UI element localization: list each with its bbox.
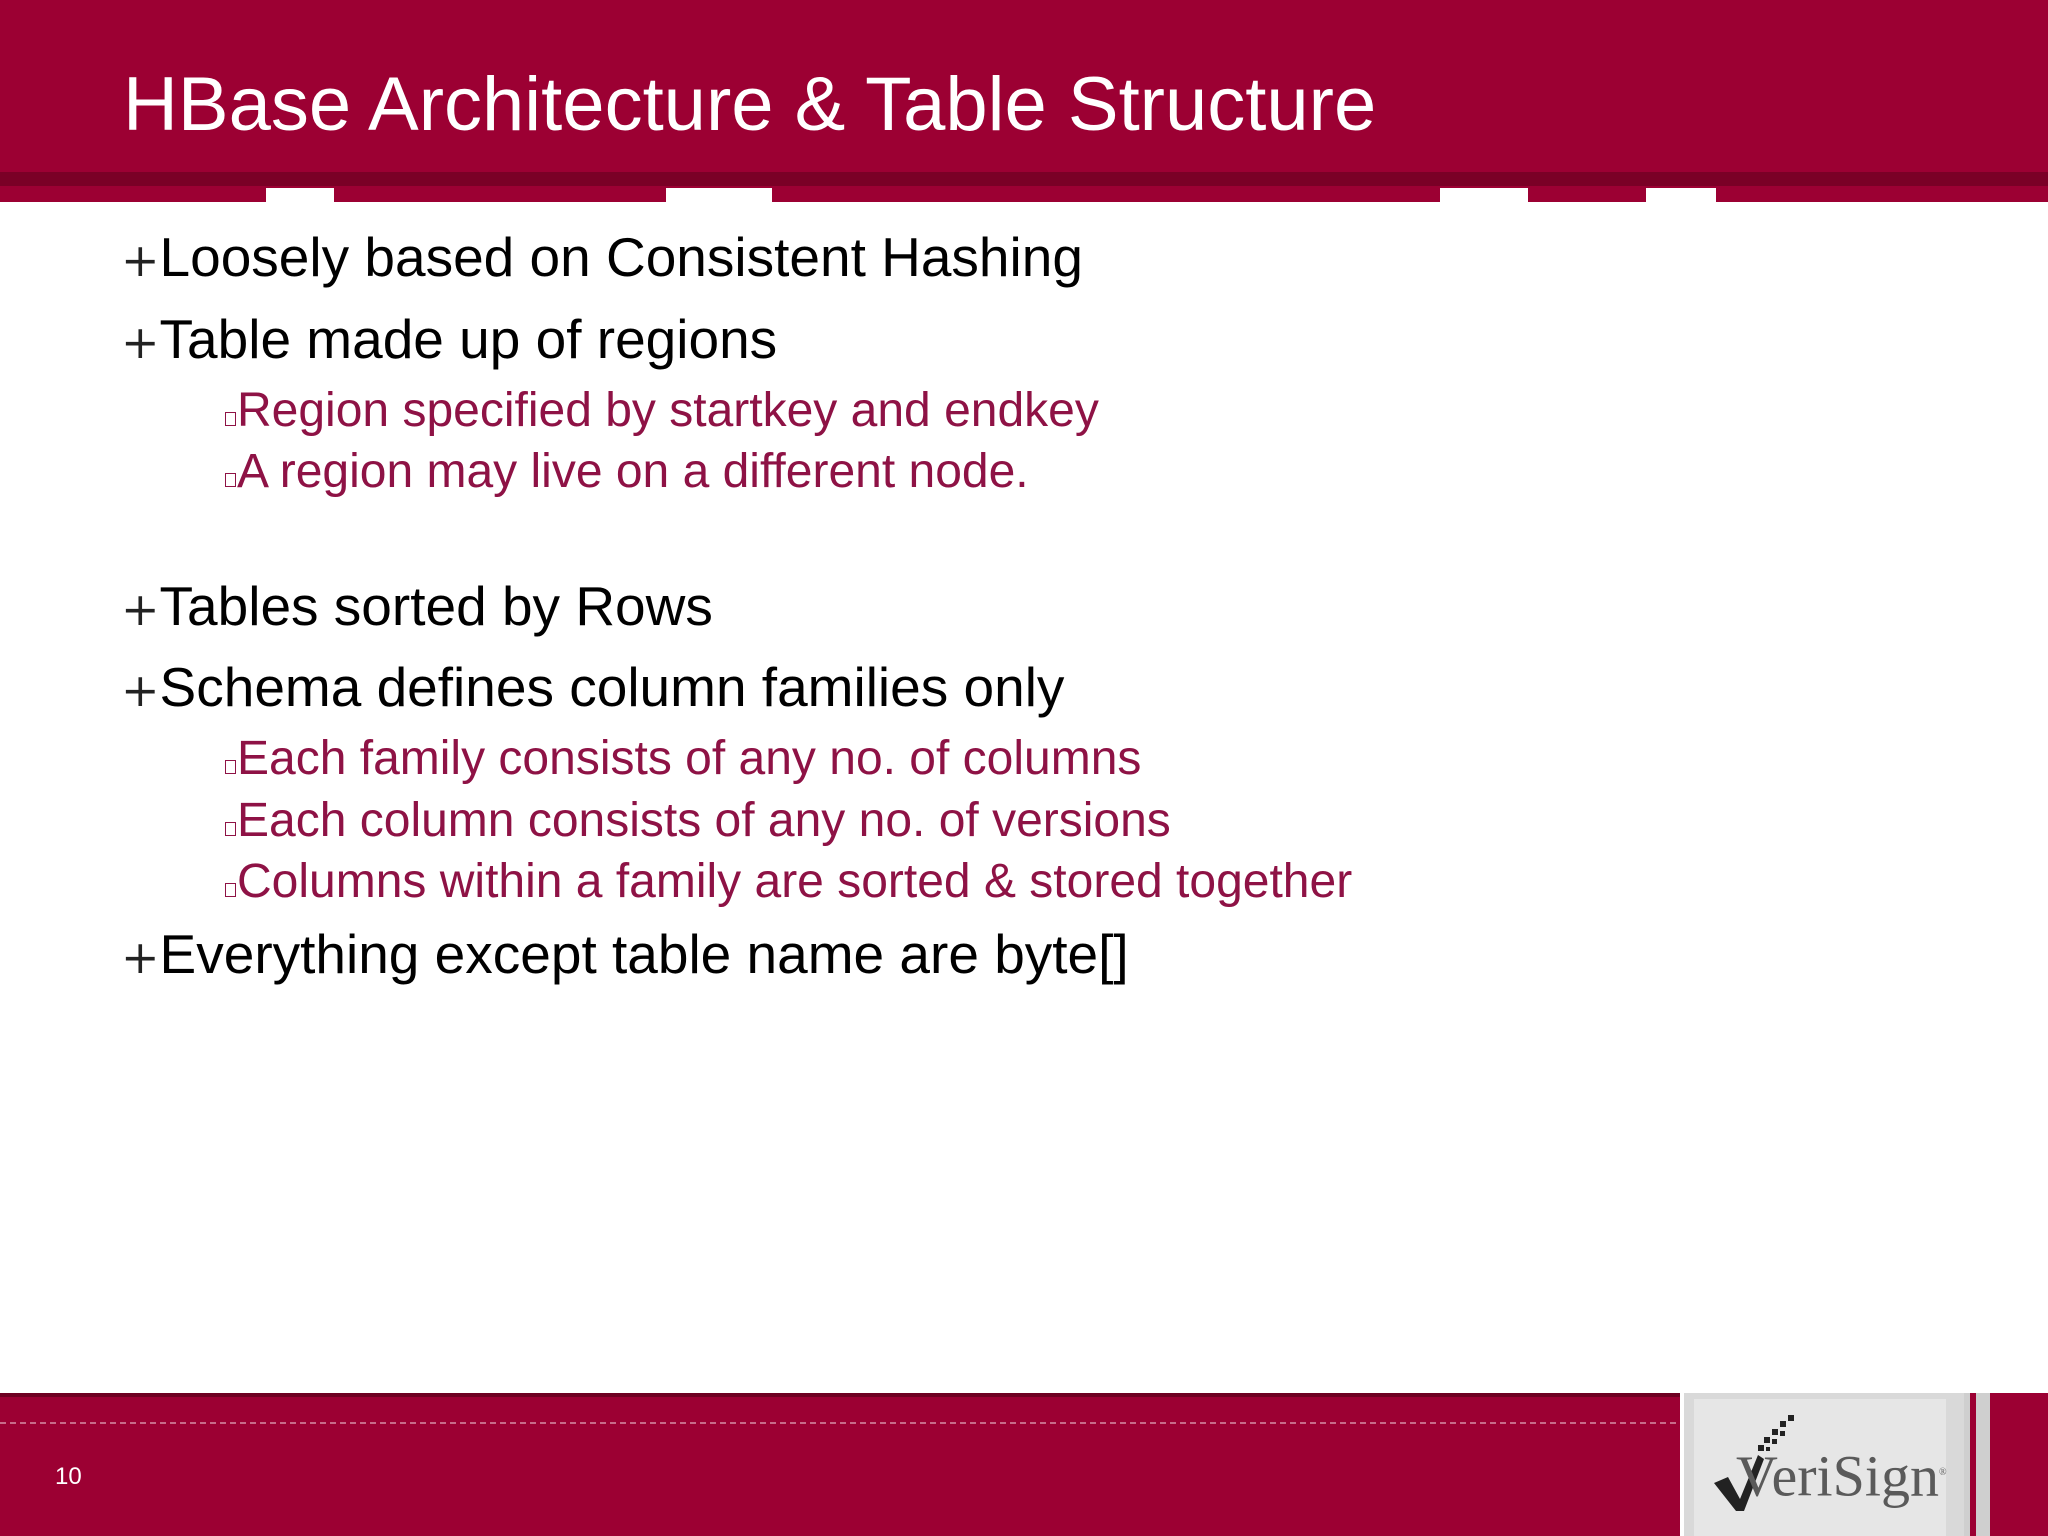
sub-bullet-item bbox=[225, 730, 1141, 788]
bullet-text: Schema defines column families only bbox=[159, 656, 1065, 718]
sub-bullet-text: Each column consists of any no. of versions bbox=[237, 794, 1171, 847]
bullet-item bbox=[121, 921, 1129, 990]
footer-top-line bbox=[0, 1393, 1680, 1397]
sub-bullet-item bbox=[225, 382, 1099, 440]
logo-inner-panel bbox=[1694, 1399, 1946, 1536]
bullet-text: Tables sorted by Rows bbox=[159, 575, 713, 637]
box-bullet-icon bbox=[225, 760, 236, 774]
header-decorative-strip bbox=[0, 172, 2048, 202]
right-decorative-bars bbox=[1964, 1393, 2048, 1536]
bullet-text: Loosely based on Consistent Hashing bbox=[159, 226, 1083, 288]
box-bullet-icon bbox=[225, 473, 236, 487]
plus-bullet-icon: + bbox=[121, 663, 160, 717]
footer-dashed-divider bbox=[0, 1422, 1676, 1424]
box-bullet-icon bbox=[225, 883, 236, 897]
logo-panel bbox=[1684, 1393, 1964, 1536]
page-number: 10 bbox=[55, 1463, 82, 1490]
plus-bullet-icon: + bbox=[121, 233, 160, 287]
slide-title: HBase Architecture & Table Structure bbox=[123, 62, 1377, 147]
bullet-text: Table made up of regions bbox=[159, 308, 778, 370]
sub-bullet-item bbox=[225, 853, 1352, 911]
verisign-logo-text: VeriSign® bbox=[1736, 1443, 1947, 1509]
box-bullet-icon bbox=[225, 822, 236, 836]
footer-band bbox=[0, 1393, 1680, 1536]
plus-bullet-icon: + bbox=[121, 315, 160, 369]
sub-bullet-item bbox=[225, 792, 1171, 850]
sub-bullet-text: A region may live on a different node. bbox=[237, 445, 1029, 498]
sub-bullet-text: Columns within a family are sorted & stored together bbox=[237, 855, 1353, 908]
plus-bullet-icon: + bbox=[121, 582, 160, 636]
bullet-item bbox=[121, 573, 713, 642]
box-bullet-icon bbox=[225, 412, 236, 426]
sub-bullet-item bbox=[225, 443, 1029, 501]
sub-bullet-text: Region specified by startkey and endkey bbox=[237, 384, 1099, 437]
bullet-text: Everything except table name are byte[] bbox=[159, 923, 1129, 985]
bullet-item bbox=[121, 224, 1083, 293]
bullet-item bbox=[121, 306, 777, 375]
plus-bullet-icon: + bbox=[121, 930, 160, 984]
sub-bullet-text: Each family consists of any no. of columns bbox=[237, 732, 1142, 785]
bullet-item bbox=[121, 654, 1064, 723]
